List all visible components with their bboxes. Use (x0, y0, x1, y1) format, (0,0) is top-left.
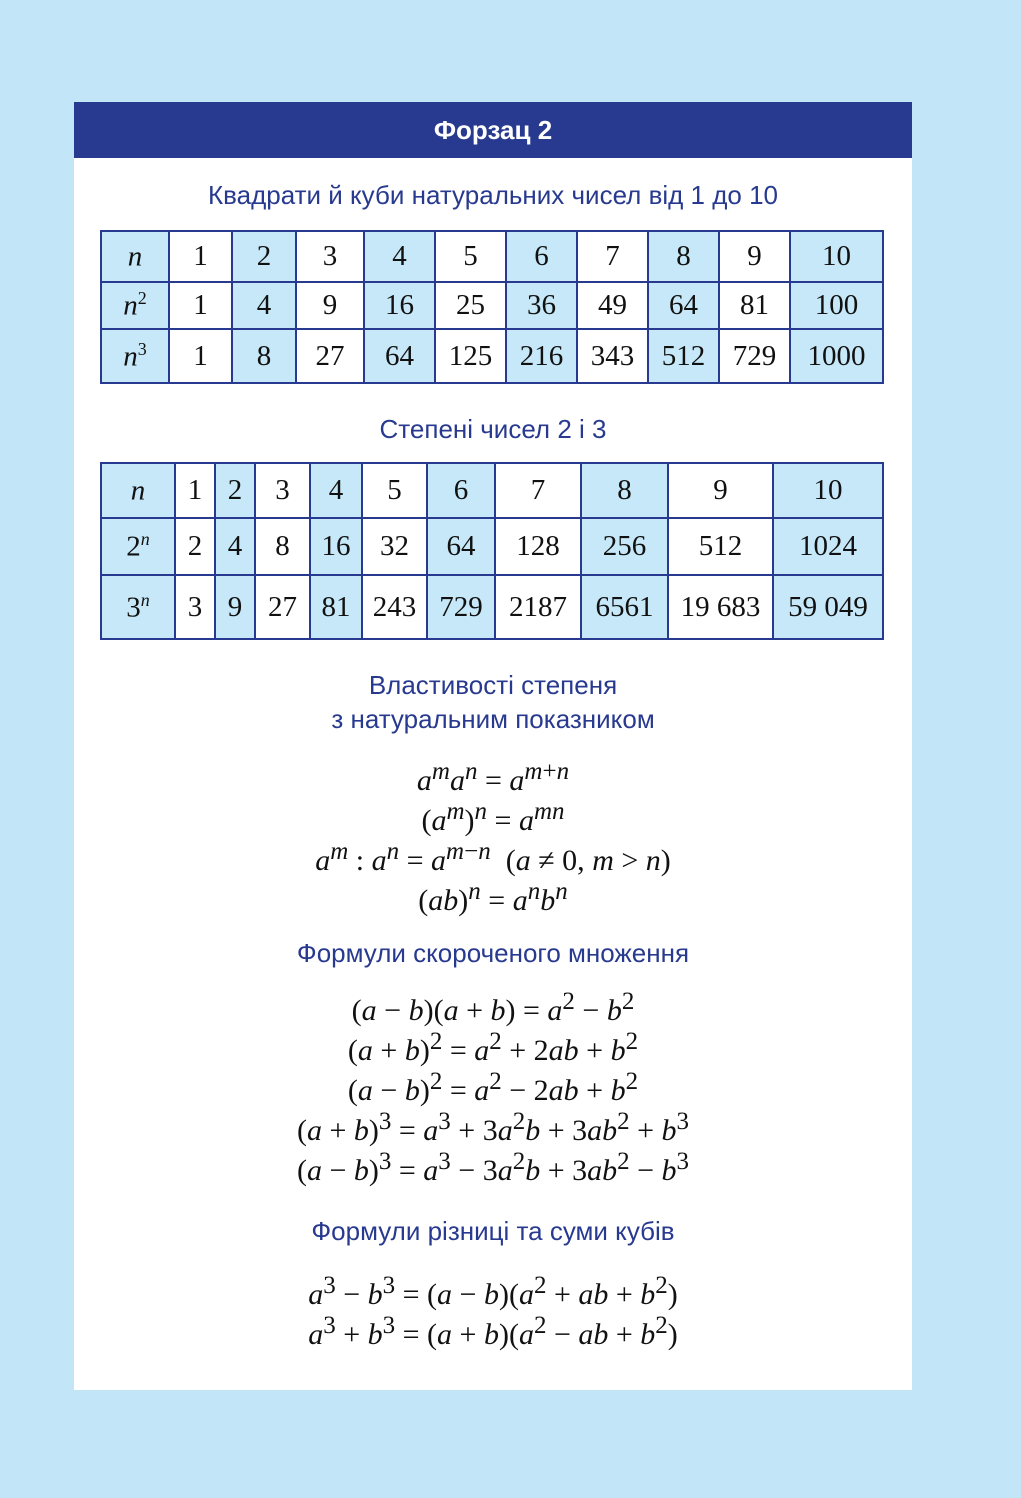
table-cell: 4 (232, 282, 296, 329)
table-cell: 216 (506, 329, 577, 383)
table-cell: 25 (435, 282, 506, 329)
table-cell: 59 049 (773, 575, 883, 639)
formula-difference-of-cubes: $a^3 - b^3 = (a - b)(a^2$ + ab + $b^2$) (308, 1272, 678, 1311)
table-cell: 81 (310, 575, 362, 639)
table-cell: 512 (668, 518, 773, 575)
formula-quotient-rule: $a^m$ : $a^n = a^{m-n}$ (a ≠ 0, m > n) (315, 838, 671, 877)
squares-cubes-title: Квадрати й куби натуральних чисел від 1 до 10 (207, 180, 779, 210)
table-cell: 243 (362, 575, 427, 639)
table-cell: 19 683 (668, 575, 773, 639)
table-cell: 2 (175, 518, 215, 575)
table-cell: 64 (364, 329, 435, 383)
table-cell: 343 (577, 329, 648, 383)
cubes-formulas (74, 1266, 912, 1351)
formula-product-rule: $a^ma^n = a^{m+n}$ (416, 758, 570, 797)
table-cell: 49 (577, 282, 648, 329)
table-cell: 100 (790, 282, 883, 329)
page-header: Форзац 2 (74, 102, 912, 158)
formula-difference-of-squares: $(a - b)(a + b) = a^2 - b^2$ (351, 988, 635, 1027)
table-cell: 32 (362, 518, 427, 575)
table-row (101, 518, 883, 575)
row-header: 2$^n$ (101, 518, 175, 575)
table-cell: 3 (175, 575, 215, 639)
formula-cube-of-sum: $(a + b)^3 = a^3 + 3a^2b + 3ab^2 + b^3$ (296, 1108, 690, 1147)
table-cell: 2187 (495, 575, 581, 639)
table-cell: 27 (296, 329, 364, 383)
properties-formulas (74, 752, 912, 917)
table-cell: 9 (296, 282, 364, 329)
table-cell: 16 (364, 282, 435, 329)
row-header: $n^2$ (101, 282, 169, 329)
formula-square-of-difference: $(a - b)^2 = a^2 - 2ab + b^2$ (347, 1068, 639, 1107)
table-cell: 7 (495, 463, 581, 518)
table-cell: 128 (495, 518, 581, 575)
table-cell: 3 (296, 231, 364, 282)
properties-title-line1: Властивості степеня (368, 670, 618, 700)
table-cell: 8 (255, 518, 310, 575)
table-row (101, 463, 883, 518)
formula-power-rule: $(a^m)^n = a^{mn}$ (421, 798, 565, 837)
table-cell: 36 (506, 282, 577, 329)
table-cell: 8 (581, 463, 668, 518)
table-cell: 10 (773, 463, 883, 518)
table-cell: 9 (668, 463, 773, 518)
table-cell: 4 (215, 518, 255, 575)
formula-cube-of-difference: $(a - b)^3 = a^3 - 3a^2b + 3ab^2 - b^3$ (296, 1148, 690, 1187)
table-cell: 9 (719, 231, 790, 282)
table-cell: 64 (648, 282, 719, 329)
table-cell: 7 (577, 231, 648, 282)
row-header: n (101, 231, 169, 282)
table-cell: 256 (581, 518, 668, 575)
table-cell: 1000 (790, 329, 883, 383)
table-cell: 4 (310, 463, 362, 518)
table-cell: 6 (506, 231, 577, 282)
table-cell: 512 (648, 329, 719, 383)
row-header: n (101, 463, 175, 518)
properties-title-line2: з натуральним показником (331, 704, 655, 734)
table-cell: 8 (232, 329, 296, 383)
table-cell: 10 (790, 231, 883, 282)
table-cell: 2 (232, 231, 296, 282)
table-cell: 729 (719, 329, 790, 383)
table-cell: 5 (435, 231, 506, 282)
table-cell: 1024 (773, 518, 883, 575)
table-cell: 125 (435, 329, 506, 383)
table-row (101, 282, 883, 329)
formula-product-power: $(ab)^n = a^nb^n$ (418, 878, 568, 917)
squares-cubes-table (100, 230, 884, 384)
table-cell: 27 (255, 575, 310, 639)
row-header: 3$^n$ (101, 575, 175, 639)
table-cell: 81 (719, 282, 790, 329)
table-cell: 1 (169, 231, 232, 282)
table-cell: 1 (169, 282, 232, 329)
table-row (101, 575, 883, 639)
table-row (101, 231, 883, 282)
table-cell: 16 (310, 518, 362, 575)
page-card (74, 102, 912, 1390)
table-cell: 5 (362, 463, 427, 518)
table-cell: 8 (648, 231, 719, 282)
table-cell: 729 (427, 575, 495, 639)
powers-title: Степені чисел 2 і 3 (379, 414, 607, 444)
table-row (101, 329, 883, 383)
formula-square-of-sum: $(a + b)^2 = a^2 + 2ab + b^2$ (347, 1028, 639, 1067)
powers-table (100, 462, 884, 640)
table-cell: 4 (364, 231, 435, 282)
table-cell: 9 (215, 575, 255, 639)
table-cell: 3 (255, 463, 310, 518)
short-mult-formulas (74, 982, 912, 1187)
formula-sum-of-cubes: $a^3 + b^3 = (a + b)(a^2$ − ab + $b^2$) (308, 1312, 678, 1351)
row-header: $n^3$ (101, 329, 169, 383)
cubes-title: Формули різниці та суми кубів (311, 1216, 675, 1246)
table-cell: 64 (427, 518, 495, 575)
table-cell: 1 (169, 329, 232, 383)
table-cell: 6 (427, 463, 495, 518)
short-mult-title: Формули скороченого множення (296, 938, 690, 968)
table-cell: 1 (175, 463, 215, 518)
table-cell: 2 (215, 463, 255, 518)
table-cell: 6561 (581, 575, 668, 639)
